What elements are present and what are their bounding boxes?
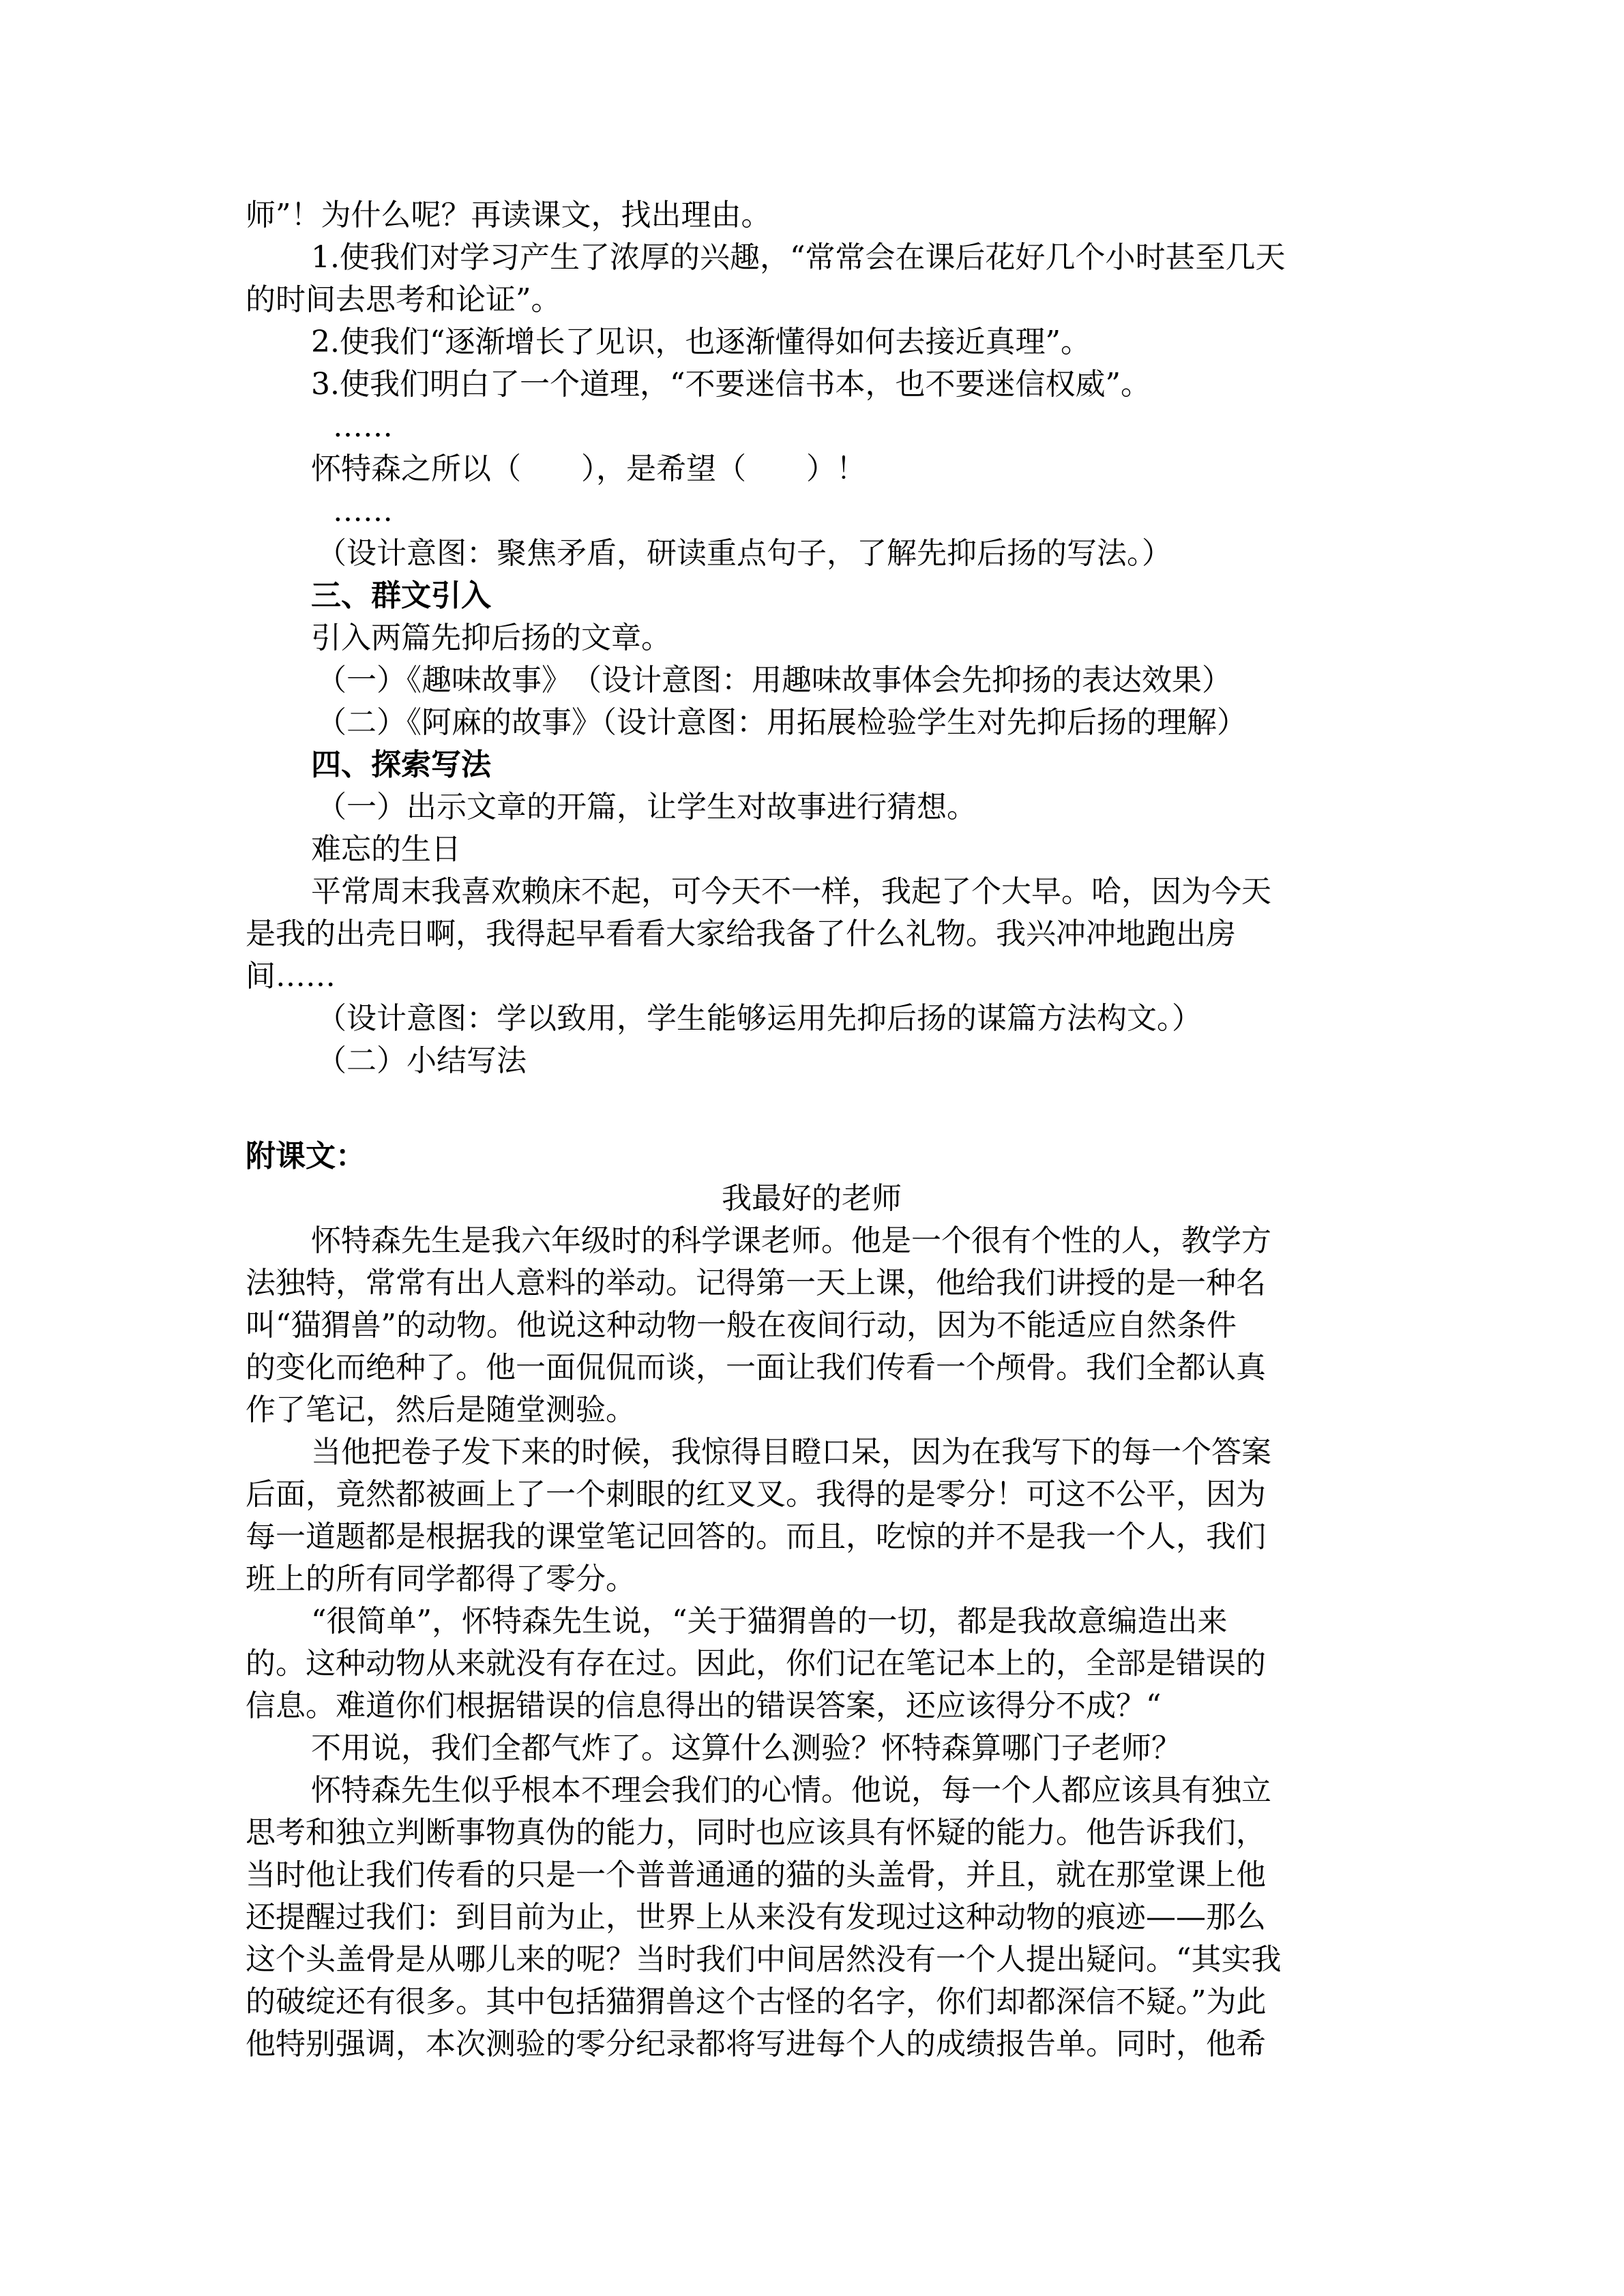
ellipsis: …… (333, 494, 393, 528)
appendix-line: 当他把卷子发下来的时候，我惊得目瞪口呆，因为在我写下的每一个答案 (311, 1435, 1271, 1470)
text-line: 的时间去思考和论证”。 (246, 282, 561, 317)
text-line: 是我的出壳日啊，我得起早看看大家给我备了什么礼物。我兴冲冲地跑出房 (246, 916, 1236, 951)
fill-blank-sentence: 怀特森之所以（ ），是希望（ ）！ (311, 451, 866, 486)
ellipsis: …… (333, 409, 393, 444)
appendix-line: 不用说，我们全都气炸了。这算什么测验？怀特森算哪门子老师？ (311, 1731, 1181, 1765)
appendix-line: 怀特森先生是我六年级时的科学课老师。他是一个很有个性的人，教学方 (311, 1223, 1271, 1258)
text-line: 师”！为什么呢？再读课文，找出理由。 (246, 198, 771, 233)
appendix-heading: 附课文： (246, 1139, 366, 1174)
appendix-line: 班上的所有同学都得了零分。 (246, 1562, 636, 1596)
appendix-line: 后面，竟然都被画上了一个刺眼的红叉叉。我得的是零分！可这不公平，因为 (246, 1477, 1266, 1512)
appendix-line: 的变化而绝种了。他一面侃侃而谈，一面让我们传看一个颅骨。我们全都认真 (246, 1350, 1266, 1385)
text-line: 平常周末我喜欢赖床不起，可今天不一样，我起了个大早。哈，因为今天 (311, 874, 1271, 909)
appendix-line: 思考和独立判断事物真伪的能力，同时也应该具有怀疑的能力。他告诉我们， (246, 1815, 1266, 1850)
appendix-line: 还提醒过我们：到目前为止，世界上从来没有发现过这种动物的痕迹——那么 (246, 1900, 1266, 1935)
appendix-line: 的破绽还有很多。其中包括猫猬兽这个古怪的名字，你们却都深信不疑。”为此 (246, 1984, 1267, 2019)
text-line: 引入两篇先抑后扬的文章。 (311, 621, 671, 655)
appendix-line: 这个头盖骨是从哪儿来的呢？当时我们中间居然没有一个人提出疑问。“其实我 (246, 1942, 1282, 1977)
section-heading-4: 四、探索写法 (311, 747, 491, 782)
appendix-title: 我最好的老师 (722, 1181, 902, 1216)
design-intent-note: （设计意图：学以致用，学生能够运用先抑后扬的谋篇方法构文。） (316, 1001, 1202, 1036)
reason-item-1: 1.使我们对学习产生了浓厚的兴趣，“常常会在课后花好几个小时甚至几天 (311, 240, 1286, 275)
text-line: （一）出示文章的开篇，让学生对故事进行猜想。 (316, 790, 977, 824)
reading-item-1: （一）《趣味故事》 （设计意图：用趣味故事体会先抑扬的表达效果） (316, 663, 1232, 698)
reason-item-2: 2.使我们“逐渐增长了见识，也逐渐懂得如何去接近真理”。 (311, 325, 1091, 359)
appendix-line: 法独特，常常有出人意料的举动。记得第一天上课，他给我们讲授的是一种名 (246, 1266, 1266, 1300)
appendix-line: 他特别强调，本次测验的零分纪录都将写进每个人的成绩报告单。同时，他希 (246, 2027, 1266, 2061)
appendix-line: 作了笔记，然后是随堂测验。 (246, 1392, 636, 1427)
reason-item-3: 3.使我们明白了一个道理，“不要迷信书本，也不要迷信权威”。 (311, 367, 1151, 402)
appendix-line: 当时他让我们传看的只是一个普普通通的猫的头盖骨，并且，就在那堂课上他 (246, 1858, 1266, 1892)
appendix-line: 怀特森先生似乎根本不理会我们的心情。他说，每一个人都应该具有独立 (311, 1773, 1271, 1808)
appendix-line: 信息。难道你们根据错误的信息得出的错误答案，还应该得分不成？“ (246, 1688, 1162, 1723)
design-intent-note: （设计意图：聚焦矛盾，研读重点句子，了解先抑后扬的写法。） (316, 536, 1172, 571)
text-line: （二）小结写法 (316, 1043, 527, 1078)
appendix-line: 的。这种动物从来就没有存在过。因此，你们记在笔记本上的，全部是错误的 (246, 1646, 1266, 1681)
appendix-line: 每一道题都是根据我的课堂笔记回答的。而且，吃惊的并不是我一个人，我们 (246, 1519, 1266, 1554)
reading-item-2: （二）《阿麻的故事》（设计意图：用拓展检验学生对先抑后扬的理解） (316, 705, 1247, 740)
appendix-line: “很简单”，怀特森先生说，“关于猫猬兽的一切，都是我故意编造出来 (311, 1604, 1228, 1639)
appendix-line: 叫“猫猬兽”的动物。他说这种动物一般在夜间行动，因为不能适应自然条件 (246, 1308, 1237, 1343)
section-heading-3: 三、群文引入 (311, 578, 491, 613)
story-title: 难忘的生日 (311, 832, 461, 867)
text-line: 间…… (246, 959, 336, 994)
